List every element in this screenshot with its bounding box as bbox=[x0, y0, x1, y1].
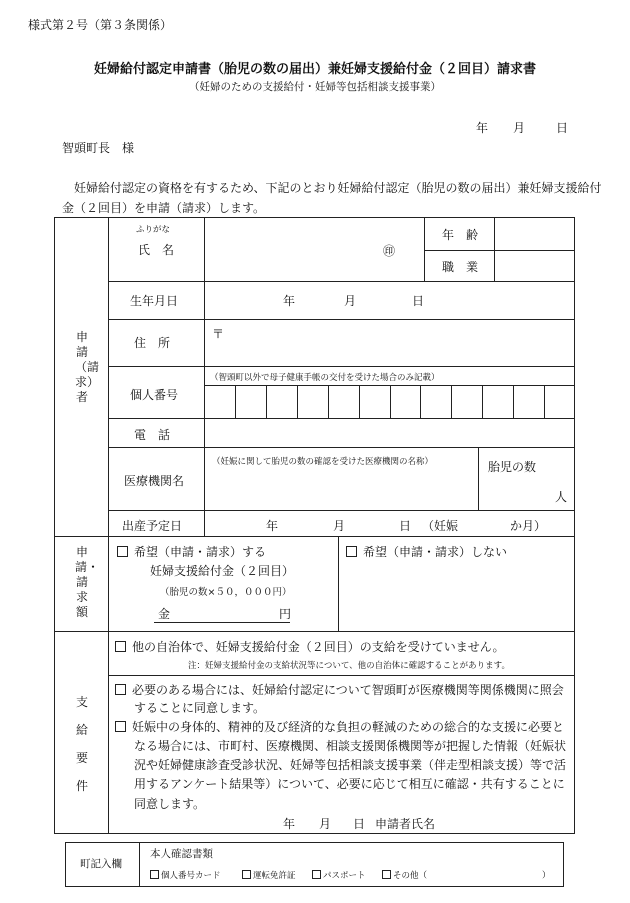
name-label: 氏 名 bbox=[138, 243, 175, 257]
id-doc-passport[interactable] bbox=[312, 869, 366, 881]
clinic-note: （妊娠に関して胎児の数の確認を受けた医療機関の名称） bbox=[212, 457, 434, 467]
requirement-item-3-line3: 況や妊婦健康診査受診状況、妊婦等包括相談支援事業（伴走型相談支援）等で活 bbox=[134, 758, 567, 772]
id-digit-divider bbox=[513, 385, 514, 418]
applicant-signature-label: 申請者氏名 bbox=[375, 817, 436, 831]
checkbox-doc-1[interactable] bbox=[150, 870, 159, 879]
requirement-item-3-line4: 用するアンケート結果等）について、必要に応じて相互に確認・共有することに bbox=[134, 777, 565, 791]
form-subtitle: （妊婦のための支援給付・妊婦等包括相談支援事業） bbox=[189, 81, 441, 93]
due-day-label: 日 bbox=[399, 519, 412, 533]
occupation-label: 職 業 bbox=[442, 260, 479, 274]
requirement-item-2-line2: することに同意します。 bbox=[134, 701, 266, 715]
sign-month-label: 月 bbox=[319, 817, 332, 831]
dob-label: 生年月日 bbox=[130, 294, 179, 308]
id-doc-mynumber[interactable] bbox=[150, 869, 221, 881]
office-use-label: 町記入欄 bbox=[80, 858, 122, 870]
amount-section-label: 申請・請求額 bbox=[75, 545, 100, 619]
id-digit-divider bbox=[420, 385, 421, 418]
option-no-label: 希望（申請・請求）しない bbox=[363, 545, 508, 559]
due-months-label: か月） bbox=[510, 519, 547, 533]
requirements-section-label: 支給要件 bbox=[75, 695, 88, 793]
checkbox-req-1[interactable] bbox=[115, 641, 126, 652]
id-digit-divider bbox=[266, 385, 267, 418]
id-digit-divider bbox=[359, 385, 360, 418]
amount-formula: （胎児の数×５０，０００円） bbox=[160, 587, 292, 598]
option-yes[interactable] bbox=[117, 543, 266, 560]
id-doc-other[interactable] bbox=[382, 869, 427, 881]
checkbox-doc-4[interactable] bbox=[382, 870, 391, 879]
id-number-label: 個人番号 bbox=[130, 388, 179, 402]
id-digit-divider bbox=[482, 385, 483, 418]
id-number-note: （智頭町以外で母子健康手帳の交付を受けた場合のみ記載） bbox=[210, 373, 440, 383]
id-doc-license-label: 運転免許証 bbox=[253, 871, 296, 881]
amount-kin: 金 bbox=[158, 607, 171, 621]
due-pregnancy-label: （妊娠 bbox=[422, 519, 459, 533]
dob-day-label: 日 bbox=[412, 294, 425, 308]
intro-text: 妊婦給付認定の資格を有するため、下記のとおり妊婦給付認定（胎児の数の届出）兼妊婦支援給付金（２回目）を申請（請求）します。 bbox=[62, 181, 602, 215]
requirement-item-1-text: 他の自治体で、妊婦支援給付金（２回目）の支給を受けていません。 bbox=[132, 640, 505, 654]
age-label: 年 齢 bbox=[442, 228, 479, 242]
due-year-label: 年 bbox=[266, 519, 279, 533]
date-month-label: 月 bbox=[513, 121, 526, 135]
requirement-item-2[interactable] bbox=[115, 681, 564, 698]
id-doc-other-close: ） bbox=[542, 871, 551, 881]
sign-day-label: 日 bbox=[353, 817, 366, 831]
checkbox-req-3[interactable] bbox=[115, 721, 126, 732]
clinic-label: 医療機関名 bbox=[124, 474, 185, 488]
id-digit-divider bbox=[544, 385, 545, 418]
id-doc-passport-label: パスポート bbox=[323, 871, 366, 881]
address-label: 住 所 bbox=[134, 336, 171, 350]
id-docs-title: 本人確認書類 bbox=[150, 848, 213, 860]
benefit-name: 妊婦支援給付金（２回目） bbox=[150, 564, 295, 578]
checkbox-no[interactable] bbox=[346, 546, 357, 557]
sign-year-label: 年 bbox=[283, 817, 296, 831]
requirement-item-3-line1: 妊娠中の身体的、精神的及び経済的な負担の軽減のための総合的な支援に必要と bbox=[132, 720, 565, 734]
due-month-label: 月 bbox=[333, 519, 346, 533]
id-digit-divider bbox=[297, 385, 298, 418]
due-date-label: 出産予定日 bbox=[122, 519, 183, 533]
fetus-count-label: 胎児の数 bbox=[488, 460, 537, 474]
date-year-label: 年 bbox=[476, 121, 489, 135]
form-title: 妊婦給付認定申請書（胎児の数の届出）兼妊婦支援給付金（２回目）請求書 bbox=[93, 62, 536, 77]
requirement-item-1-note: 注：妊婦支援給付金の支給状況等について、他の自治体に確認することがあります。 bbox=[188, 661, 510, 671]
checkbox-req-2[interactable] bbox=[115, 684, 126, 695]
amount-yen: 円 bbox=[279, 607, 292, 621]
requirement-item-3-line5: 同意します。 bbox=[134, 797, 206, 811]
option-yes-label: 希望（申請・請求）する bbox=[134, 545, 267, 559]
requirement-item-2-line1: 必要のある場合には、妊婦給付認定について智頭町が医療機関等関係機関に照会 bbox=[132, 683, 564, 697]
phone-label: 電 話 bbox=[134, 428, 171, 442]
option-no[interactable] bbox=[346, 543, 507, 560]
date-day-label: 日 bbox=[556, 121, 569, 135]
dob-month-label: 月 bbox=[344, 294, 357, 308]
requirement-item-1[interactable] bbox=[115, 638, 504, 655]
seal-mark: ㊞ bbox=[383, 244, 396, 258]
checkbox-doc-3[interactable] bbox=[312, 870, 321, 879]
id-doc-mynumber-label: 個人番号カード bbox=[161, 871, 221, 881]
checkbox-doc-2[interactable] bbox=[242, 870, 251, 879]
id-digit-divider bbox=[451, 385, 452, 418]
checkbox-yes[interactable] bbox=[117, 546, 128, 557]
id-digit-divider bbox=[235, 385, 236, 418]
applicant-section-label: 申請（請求）者 bbox=[75, 330, 100, 404]
fetus-count-unit: 人 bbox=[555, 490, 568, 504]
postal-mark: 〒 bbox=[212, 327, 225, 341]
requirement-item-3-line2: なる場合には、市町村、医療機関、相談支援関係機関等が把握した情報（妊娠状 bbox=[134, 739, 567, 753]
form-number: 様式第２号（第３条関係） bbox=[28, 18, 173, 32]
amount-underline bbox=[154, 622, 290, 623]
requirement-item-3[interactable] bbox=[115, 718, 564, 735]
furigana-label: ふりがな bbox=[136, 225, 171, 235]
id-doc-other-label: その他（ bbox=[393, 871, 428, 881]
id-doc-license[interactable] bbox=[242, 869, 296, 881]
id-digit-divider bbox=[390, 385, 391, 418]
dob-year-label: 年 bbox=[283, 294, 296, 308]
addressee: 智頭町長 様 bbox=[62, 141, 135, 155]
id-digit-divider bbox=[328, 385, 329, 418]
